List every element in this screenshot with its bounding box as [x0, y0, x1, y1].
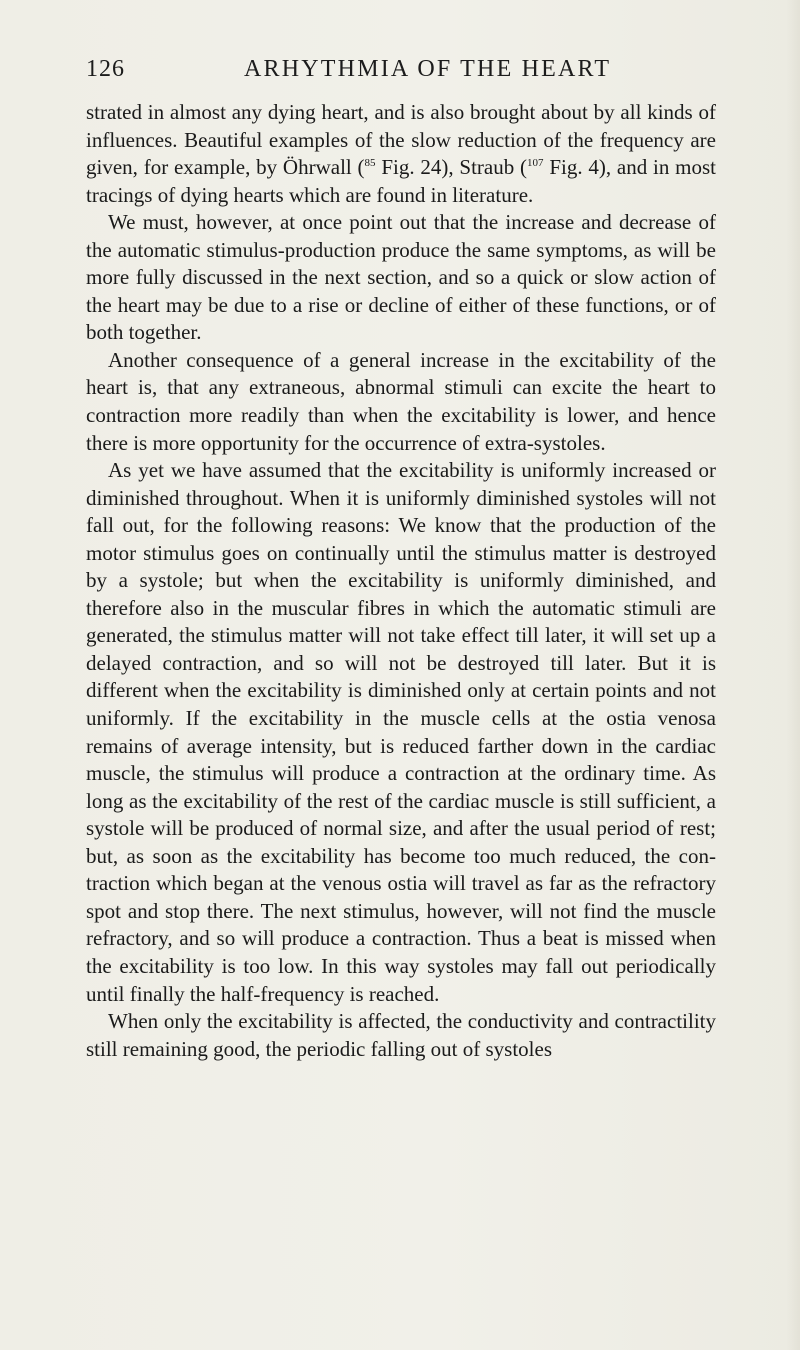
paragraph-3: Another consequence of a general increase in the excitability of the heart is, that any extraneous, abnormal stimuli can excite the heart to contraction more readily than when the excitability is lower, and hence there is more opportunity for the occurrence of extra-systoles. [86, 347, 716, 455]
page-edge-shadow [786, 0, 800, 1350]
reference-107: 107 [527, 157, 544, 170]
paragraph-1-text-c: Fig. 4), and in most tracings of dying hearts which are found in literature. [86, 155, 716, 207]
paragraph-1 [86, 99, 716, 209]
page-header [86, 56, 714, 90]
paragraph-1-text-a: strated in almost any dying heart, and is also brought about by all kinds of influences. Beautiful examples of the slow reduction of the frequency are given, for example, by Öhrwall ( [86, 100, 716, 180]
running-head: ARHYTHMIA OF THE HEART [244, 56, 612, 82]
paragraph-1-text-b: Fig. 24), Straub ( [375, 155, 528, 180]
reference-85: 85 [364, 157, 376, 170]
body-text [86, 99, 716, 1063]
paragraph-4: As yet we have assumed that the excitability is uniformly increased or diminished throughout. When it is uniformly diminished systoles will not fall out, for the following reasons: We know that the production of the motor stimulus goes on continually until the stimulus matter is destroyed by a systole; but when the excitability is uniformly diminished, and therefore also in the muscular fibres in which the automatic stimuli are generated, the stimulus matter will not take effect till later, it will set up a delayed contraction, and so will not be destroyed till later. But it is different when the excitability is diminished only at certain points and not uniformly. If the excitability in the muscle cells at the ostia venosa remains of average intensity, but is reduced farther down in the cardiac muscle, the stimulus will produce a contraction at the ordinary time. As long as the excitability of the rest of the cardiac muscle is still sufficient, a systole will be produced of normal size, and after the usual period of rest; but, as soon as the excitability has become too much reduced, the contraction which began at the venous ostia will travel as far as the refractory spot and stop there. The next stimulus, however, will not find the muscle refractory, and so will produce a contraction. Thus a beat is missed when the excitability is too low. In this way systoles may fall out periodically until finally the half-frequency is reached. [86, 458, 716, 1006]
paragraph-5: When only the excitability is affected, the conductivity and contractility still remaining good, the periodic falling out of systoles [86, 1009, 716, 1061]
paragraph-2: We must, however, at once point out that the increase and decrease of the automatic stimulus-production produce the same symptoms, as will be more fully discussed in the next section, and so a quick or slow action of the heart may be due to a rise or decline of either of these functions, or of both together. [86, 210, 716, 345]
page-number: 126 [86, 56, 125, 82]
